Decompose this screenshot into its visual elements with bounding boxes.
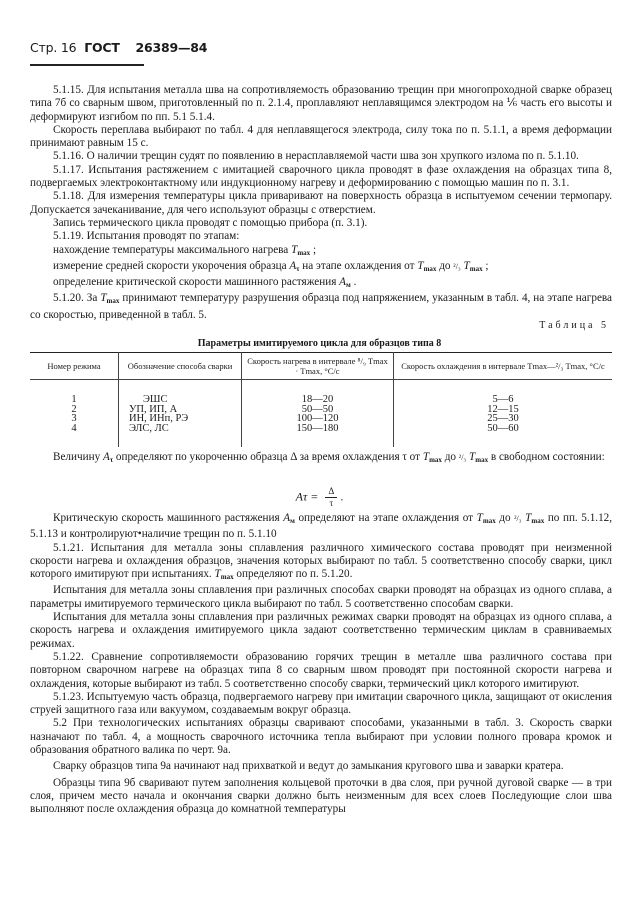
para-5-1-19: 5.1.19. Испытания проводят по этапам: <box>53 230 240 243</box>
table-row: 1 ЭШС 18—20 5—6 <box>30 380 612 405</box>
para-fusion-modes: Испытания для металла зоны сплавления при различных режимах сварки проводят на образцах из одного сплава, а скорость нагрева и охлаждения имитируемого цикла задают соответственно термическим циклам в сравниваемых режимах. <box>30 611 612 650</box>
para-critical-speed: Критическую скорость машинного растяжения $A_м$ определяют на этапе охлаждения от $T_{max}$ до ²/₃ $T_{max}$ по пп. 5.1.12, 5.1.13 и контролируют•наличие трещин по п. 5.1.10 <box>30 512 613 541</box>
parameters-table <box>30 352 612 447</box>
table-title: Параметры имитируемого цикла для образцов типа 8 <box>197 338 442 349</box>
para-type-9b: Образцы типа 9б сваривают путем заполнения кольцевой проточки в два слоя, при ручной дуговой сварке — в три слоя, причем место начала и окончания сварки должно быть неизменным для всех слоев Последующие слои шва выполняют после охлаждения образца до комнатной температуры <box>30 776 612 816</box>
para-5-1-21: 5.1.21. Испытания для металла зоны сплавления различного химического состава проводят при неизменной скорости нагрева и охлаждения образцов, значения которых выбирают по табл. 5 соответственно способу сварки, цикл которого имитируют при испытаниях. $T_{max}$ определяют по п. 5.1.20. <box>30 541 612 582</box>
para-5-1-23: 5.1.23. Испытуемую часть образца, подвергаемого нагреву при имитации сварочного цикла, защищают от окисления струей защитного газа или вакуумом, создаваемым вокруг образца. <box>30 690 612 717</box>
para-fusion-methods: Испытания для металла зоны сплавления при различных способах сварки проводят на образцах из одного сплава, а параметры имитируемого термического цикла выбирают по табл. 5 соответственно способам сварки. <box>30 584 612 610</box>
standard-number: 26389—84 <box>135 40 208 55</box>
body-text-top <box>30 84 612 322</box>
para-a-tau: Величину $A_\tau$ определяют по укороченню образца Δ за время охлаждения τ от $T_{max}$ до ²/₃ $T_{max}$ в свободном состоянии: <box>53 451 605 464</box>
fraction: $\frac{\Delta}{\tau}$ <box>325 487 337 508</box>
table-row: 2 УП, ИП, А 50—50 12—15 <box>30 405 612 415</box>
col-mode: Номер режима <box>30 353 119 380</box>
stage-2: измерение средней скорости укорочения образца $A_\tau$ на этапе охлаждения от $T_{max}$ до ²/₃ $T_{max}$ ; <box>53 259 489 273</box>
para-5-1-15: 5.1.15. Для испытания металла шва на сопротивляемость образованию трещин при многопроходной сварке образец типа 7б со сварным швом, приготовленный по п. 2.1.4, проплавляют неплавящимся электродом на ⅙ часть его высоты и деформируют изгибом по пп. 5.1 5.1.4. <box>30 84 612 123</box>
stage-1: нахождение температуры максимального нагрева $T_{max}$ ; <box>53 243 317 257</box>
page-header <box>30 40 207 55</box>
para-type-9a: Сварку образцов типа 9а начинают над прихваткой и ведут до замыкания кругового шва и заварки кратера. <box>53 760 564 773</box>
para-5-1-22: 5.1.22. Сравнение сопротивляемости образованию горячих трещин в металле шва различного состава при повторном сварочном нагреве на образцах типа 8 со сварным швом проводят при постоянной скорости нагрева и охлаждения, которые выбирают из табл. 5 соответственно способу сварки, термический цикл которого имитируют. <box>30 650 612 690</box>
para-5-1-20: 5.1.20. За $T_{max}$ принимают температуру разрушения образца под напряжением, указанным в табл. 4, на этапе нагрева со скоростью, приведенной в табл. 5. <box>30 292 613 321</box>
para-5-1-16: 5.1.16. О наличии трещин судят по появлению в нерасплавляемой части шва зон хрупкого излома по п. 5.1.10. <box>53 150 579 163</box>
para-thermal-record: Запись термического цикла проводят с помощью прибора (п. 3.1). <box>53 216 368 229</box>
col-heating: Скорость нагрева в интервале ⁸/₉ Tmax · Tmax, °С/с <box>242 353 394 380</box>
body-text-bottom <box>30 512 612 817</box>
stage-3: определение критической скорости машинного растяжения $A_м$ . <box>53 276 357 290</box>
header-rule <box>30 64 144 66</box>
table-label: Таблица 5 <box>539 320 609 331</box>
para-5-1-18: 5.1.18. Для измерения температуры цикла приваривают на поверхность образца в испытуемом сечении термопару. Допускается зачеканивание, для чего используют образцы с отверстием. <box>30 190 612 216</box>
col-cooling: Скорость охлаждения в интервале Tmax—²/₃ Tmax, °С/с <box>394 353 613 380</box>
para-5-2: 5.2 При технологических испытаниях образцы сваривают способами, указанными в табл. 3. Скорость сварки назначают по табл. 4, а мощность сварочного источника тепла выбирают при условии полного провара кромок и образования обратного валика по черт. 9а. <box>30 717 612 757</box>
para-remelt-speed: Скорость переплава выбирают по табл. 4 для неплавящегося электрода, силу тока по п. 5.1.1, а время деформации принимают равным 15 с. <box>30 123 612 150</box>
table-header-row <box>30 353 612 380</box>
page-number: Стр. 16 <box>30 40 77 55</box>
table-row: 3 ИН, ИНп, РЭ 100—120 25—30 <box>30 414 612 424</box>
col-method: Обозначение способа сварки <box>119 353 242 380</box>
para-5-1-17: 5.1.17. Испытания растяжением с имитацией сварочного цикла проводят в фазе охлаждения на образцах типа 8, подвергаемых электроконтактному или индукционному нагреву и деформированию с помощью машин по п. 3.1. <box>30 163 612 190</box>
table-row: 4 ЭЛС, ЛС 150—180 50—60 <box>30 424 612 448</box>
standard-label: ГОСТ <box>84 40 120 55</box>
formula-a-tau: Aτ = $\frac{\Delta}{\tau}$ . <box>295 486 344 508</box>
